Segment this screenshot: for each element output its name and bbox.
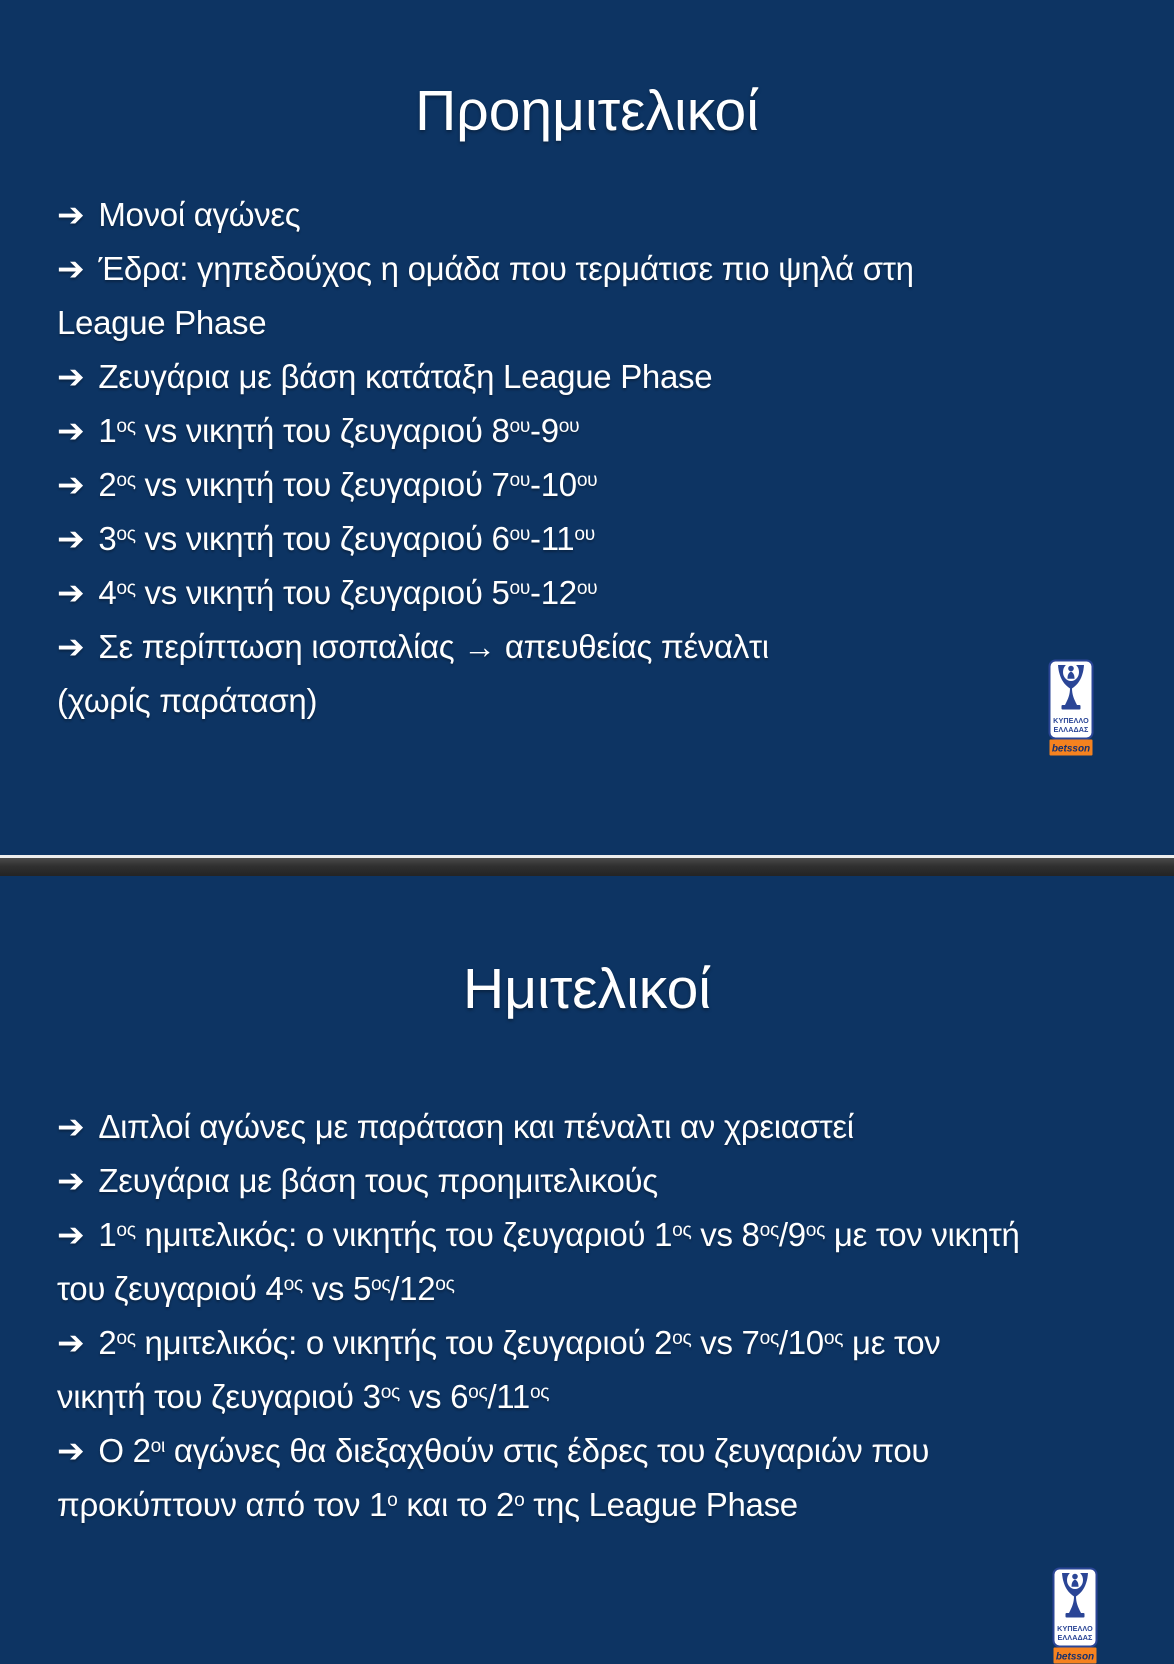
bullet-line: ➔ $2^{o\varsigma}$ vs νικητή του ζευγαριού $7^{o\upsilon}-10^{o\upsilon}$	[57, 466, 598, 503]
bullet-line: ➔ $4^{o\varsigma}$ vs νικητή του ζευγαριού $5^{o\upsilon}-12^{o\upsilon}$	[57, 574, 598, 611]
ordinal-superscript: ου	[558, 416, 580, 438]
ordinal-superscript: ος	[759, 1328, 779, 1350]
ordinal-superscript: ος	[435, 1274, 455, 1296]
slide-semifinals	[0, 876, 1174, 1663]
ordinal-superscript: ος	[283, 1274, 303, 1296]
arrow-bullet-icon: ➔	[57, 196, 85, 233]
bullet-line: ➔ Ο $2^{o\iota}$ αγώνες θα διεξαχθούν στις έδρες του ζευγαριών που	[57, 1432, 930, 1469]
bullet-line: ➔ $3^{o\varsigma}$ vs νικητή του ζευγαριού $6^{o\upsilon}-11^{o\upsilon}$	[57, 520, 595, 557]
ordinal-superscript: ου	[509, 578, 531, 600]
ordinal-superscript: ος	[529, 1382, 550, 1404]
ordinal-superscript: οι	[150, 1436, 165, 1458]
cup-title-line2: ΕΛΛΑΔΑΣ	[1057, 1633, 1093, 1642]
bullet-item	[57, 1100, 1170, 1154]
bullet-item	[57, 1316, 1170, 1424]
arrow-bullet-icon: ➔	[57, 250, 85, 287]
ordinal-superscript: ος	[116, 416, 136, 438]
ordinal-superscript: ος	[823, 1328, 844, 1350]
arrow-bullet-icon: ➔	[57, 574, 85, 611]
arrow-bullet-icon: ➔	[57, 628, 85, 665]
bullet-item	[57, 566, 1170, 620]
arrow-bullet-icon: ➔	[57, 520, 85, 557]
bullet-item	[57, 458, 1170, 512]
ordinal-superscript: ος	[116, 1220, 136, 1242]
bullet-line: League Phase	[57, 304, 267, 341]
bullet-line: ➔ Ζευγάρια με βάση κατάταξη League Phase	[57, 358, 713, 395]
quarterfinals-title: Προημιτελικοί	[415, 79, 759, 144]
bullet-item	[57, 620, 1170, 728]
ordinal-superscript: ος	[380, 1382, 400, 1404]
cup-title-line1: ΚΥΠΕΛΛΟ	[1057, 1624, 1093, 1633]
ordinal-superscript: ος	[371, 1274, 391, 1296]
bullet-item	[57, 242, 1170, 350]
bullet-line: ➔ $1^{o\varsigma}$ ημιτελικός: ο νικητής του ζευγαριού $1^{o\varsigma}$ vs $8^{o\varsigma}/9^{o\varsigma}$ με τον νικητή	[57, 1216, 1020, 1253]
greek-cup-logo	[1052, 1567, 1098, 1664]
bullet-line: ➔ Σε περίπτωση ισοπαλίας → απευθείας πέναλτι	[57, 628, 769, 665]
bullet-line: του ζευγαριού $4^{o\varsigma}$ vs $5^{o\varsigma}/12^{o\varsigma}$	[57, 1270, 455, 1307]
bullet-line: ➔ $2^{o\varsigma}$ ημιτελικός: ο νικητής του ζευγαριού $2^{o\varsigma}$ vs $7^{o\varsigma}/10^{o\varsigma}$ με τον	[57, 1324, 941, 1361]
arrow-bullet-icon: ➔	[57, 1216, 85, 1253]
ordinal-superscript: ος	[116, 470, 136, 492]
ordinal-superscript: ος	[672, 1328, 692, 1350]
sponsor-label: betsson	[1055, 1651, 1095, 1663]
ordinal-superscript: ο	[514, 1490, 525, 1512]
cup-title-line1: ΚΥΠΕΛΛΟ	[1053, 716, 1089, 725]
bullet-line: προκύπτουν από τον $1^o$ και το $2^o$ της League Phase	[57, 1486, 798, 1523]
ordinal-superscript: ος	[116, 578, 136, 600]
arrow-bullet-icon: ➔	[57, 1324, 85, 1361]
sponsor-label: betsson	[1051, 743, 1091, 755]
ordinal-superscript: ος	[759, 1220, 779, 1242]
ordinal-superscript: ου	[509, 524, 531, 546]
bullet-item	[57, 1154, 1170, 1208]
bullet-item	[57, 188, 1170, 242]
ordinal-superscript: ος	[672, 1220, 692, 1242]
ordinal-superscript: ου	[509, 470, 531, 492]
ordinal-superscript: ος	[468, 1382, 488, 1404]
cup-title-line2: ΕΛΛΑΔΑΣ	[1053, 725, 1089, 734]
arrow-bullet-icon: ➔	[57, 412, 85, 449]
ordinal-superscript: ου	[576, 578, 598, 600]
bullet-item	[57, 350, 1170, 404]
ordinal-superscript: ος	[805, 1220, 826, 1242]
arrow-bullet-icon: ➔	[57, 1432, 85, 1469]
bullet-item	[57, 1424, 1170, 1532]
ordinal-superscript: ος	[116, 524, 136, 546]
semifinals-bullet-list	[57, 1100, 1170, 1532]
ordinal-superscript: ος	[116, 1328, 136, 1350]
bullet-item	[57, 512, 1170, 566]
bullet-line: ➔ Μονοί αγώνες	[57, 196, 301, 233]
bullet-item	[57, 404, 1170, 458]
arrow-bullet-icon: ➔	[57, 1108, 85, 1145]
ordinal-superscript: ου	[574, 524, 595, 546]
ordinal-superscript: ο	[387, 1490, 398, 1512]
arrow-bullet-icon: ➔	[57, 1162, 85, 1199]
bullet-line: ➔ $1^{o\varsigma}$ vs νικητή του ζευγαριού $8^{o\upsilon}-9^{o\upsilon}$	[57, 412, 580, 449]
bullet-line: ➔ Ζευγάρια με βάση τους προημιτελικούς	[57, 1162, 658, 1199]
bullet-item	[57, 1208, 1170, 1316]
greek-cup-logo	[1048, 659, 1094, 756]
semifinals-title: Ημιτελικοί	[463, 957, 711, 1022]
quarterfinals-bullet-list	[57, 188, 1170, 728]
bullet-line: ➔ Έδρα: γηπεδούχος η ομάδα που τερμάτισε πιο ψηλά στη	[57, 250, 914, 287]
bullet-line: νικητή του ζευγαριού $3^{o\varsigma}$ vs $6^{o\varsigma}/11^{o\varsigma}$	[57, 1378, 550, 1415]
arrow-bullet-icon: ➔	[57, 358, 85, 395]
arrow-bullet-icon: ➔	[57, 466, 85, 503]
bullet-line: ➔ Διπλοί αγώνες με παράταση και πέναλτι αν χρειαστεί	[57, 1108, 854, 1145]
ordinal-superscript: ου	[576, 470, 598, 492]
bullet-line: (χωρίς παράταση)	[57, 682, 318, 719]
slide-separator-band	[0, 858, 1174, 876]
ordinal-superscript: ου	[509, 416, 531, 438]
